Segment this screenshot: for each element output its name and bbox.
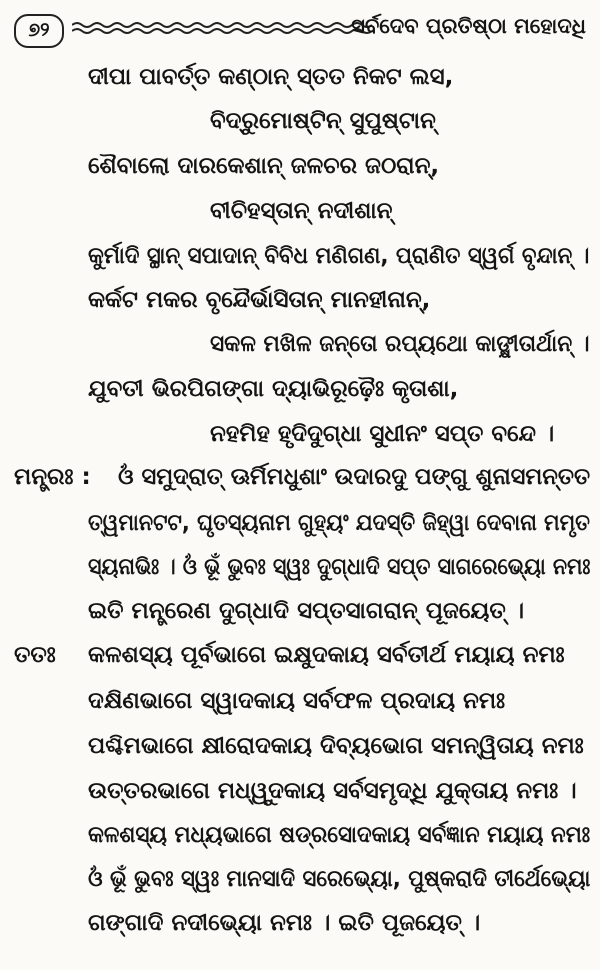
mantra-label: ମନ୍ତ୍ରଃ : (14, 464, 91, 490)
text-line: ଯୁବତୀ ଭିରପିଗଙ୍ଗା ଦ୍ୟାଭିରୂଢ଼ୈଃ କୃତାଶା, (88, 376, 459, 402)
page-number: ୭୨ (14, 14, 64, 48)
tatah-label: ତତଃ (14, 642, 56, 668)
text-line: ଦୀପା ପାବର୍ତ୍ତ କଣ୍ଠାନ୍ ସ୍ତତ ନିକଟ ଲସ, (88, 64, 454, 90)
wavy-rule (72, 18, 372, 38)
text-line: ବୀଚିହସ୍ତାନ୍ ନଦୀଶାନ୍ (210, 198, 393, 224)
text-line: ସକଳ ମଖିଳ ଜନ୍ତୋ ରପ୍ୟଥୋ କାଙ୍କ୍ଷୀତାର୍ଥାନ୍ । (210, 331, 590, 357)
text-line: କଳଶସ୍ୟ ପୂର୍ବଭାଗେ ଇକ୍ଷୁଦକାୟ ସର୍ବତୀର୍ଥ ମୟାୟ ନମଃ (88, 642, 565, 668)
text-line: ସ୍ୟନାଭିଃ । ଓଁ ଭୂଁ ଭୁବଃ ସ୍ୱଃ ଦୁଗ୍ଧାଦି ସପ୍ତ ସାଗରେଭ୍ୟୋ ନମଃ (88, 554, 591, 580)
text-line: ଇତି ମନ୍ତ୍ରେଣ ଦୁଗ୍ଧାଦି ସପ୍ତସାଗରାନ୍ ପୂଜୟେତ୍ । (88, 598, 525, 624)
text-line: କୁର୍ମାଦି ସ୍ଥାନ୍ ସପାଦାନ୍ ବିବିଧ ମଣିଗଣ, ପ୍ରାଣିତ ସ୍ୱର୍ଗ ବୃନ୍ଦାନ୍ । (88, 243, 590, 269)
text-line: ପଶ୍ଚିମଭାଗେ କ୍ଷୀରୋଦକାୟ ଦିବ୍ୟଭୋଗ ସମନ୍ୱିତାୟ ନମଃ (88, 733, 584, 759)
text-line: ଉତ୍ତରଭାଗେ ମଧ୍ୱୁଦକାୟ ସର୍ବସମୃଦ୍ଧି ଯୁକ୍ତାୟ ନମଃ । (88, 778, 577, 804)
text-line: ଓଁ ସମୁଦ୍ରାତ୍ ଊର୍ମିମଧୁଶାଂ ଉଦାରଦୁ ପଙ୍ଗୁ ଶୁନାସମନ୍ତତ (118, 464, 591, 490)
page-header (14, 8, 586, 48)
text-line: କର୍କଟ ମକର ବୃନ୍ଦୈର୍ଭାସିତାନ୍ ମାନହୀନାନ୍, (88, 287, 431, 313)
text-line: ଶୈବାଲୋ ଦାରକେଶାନ୍ ଜଳଚର ଜଠରାନ୍, (88, 153, 440, 179)
running-title: ସର୍ବଦେବ ପ୍ରତିଷ୍ଠା ମହୋଦଧି (351, 14, 586, 38)
text-line: ଓଁ ଭୂଁ ଭୁବଃ ସ୍ୱଃ ମାନସାଦି ସରେଭ୍ୟୋ, ପୁଷ୍କରାଦି ତୀର୍ଥେଭ୍ୟୋ (88, 866, 591, 892)
text-line: ଗଙ୍ଗାଦି ନଦୀଭ୍ୟୋ ନମଃ । ଇତି ପୂଜୟେତ୍ । (88, 910, 481, 936)
text-line: କଳଶସ୍ୟ ମଧ୍ୟଭାଗେ ଷଡ୍ରସୋଦକାୟ ସର୍ବଜ୍ଞାନ ମୟାୟ ନମଃ (88, 822, 591, 848)
text-line: ବିଦ୍ରୁମୋଷ୍ଟିନ୍ ସୁପୁଷ୍ଟାନ୍ (210, 108, 436, 134)
text-line: ଦକ୍ଷିଣଭାଗେ ସ୍ୱାଦକାୟ ସର୍ବଫଳ ପ୍ରଦାୟ ନମଃ (88, 688, 506, 714)
text-line: ତ୍ୱମାନଟଟ, ଘୃତସ୍ୟନାମ ଗୁହ୍ୟଂ ଯଦସ୍ତି ଜିହ୍ୱା ଦେବାନା ମମୃତ (88, 510, 590, 536)
text-line: ନହମିହ ହୃଦିଦୁଗ୍ଧା ସୁଧୀନଂ ସପ୍ତ ବନ୍ଦେ । (210, 421, 555, 447)
